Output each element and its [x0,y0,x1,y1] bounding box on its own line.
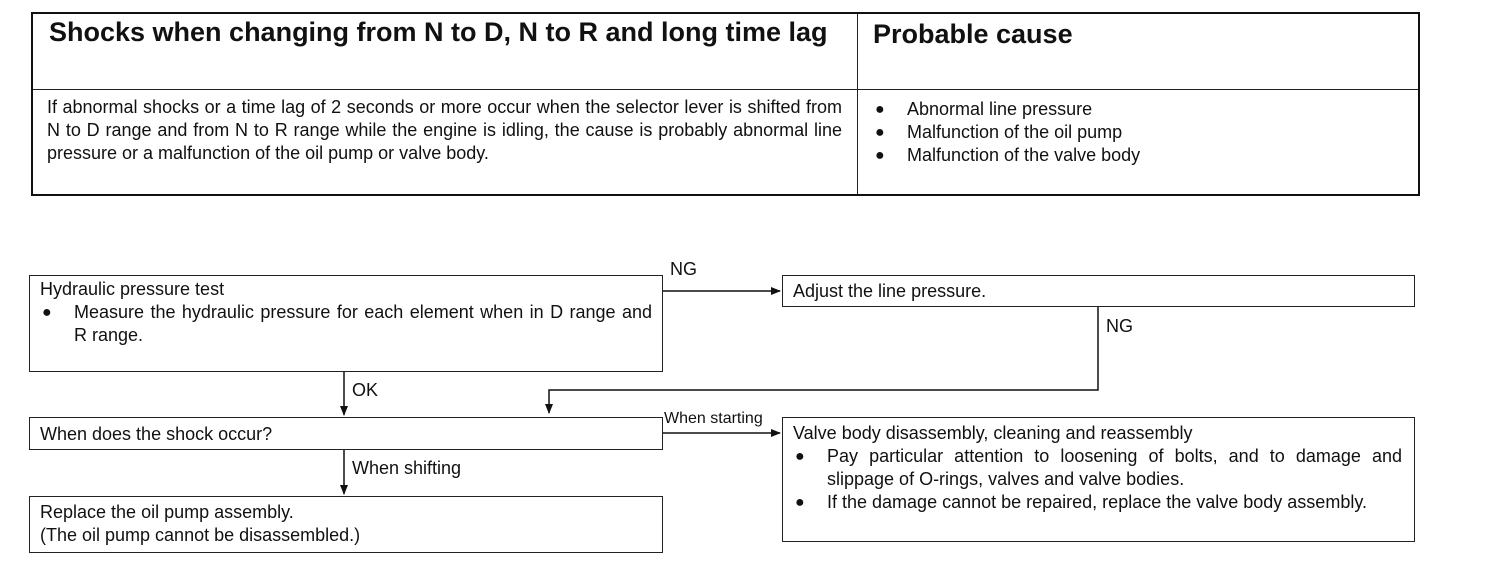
valve-body-bullets [793,445,1402,514]
list-item [793,491,1402,514]
cause-text: Malfunction of the oil pump [907,122,1123,142]
bullet-icon: ● [795,494,805,511]
bullet-icon: ● [875,101,885,118]
when-starting-label: When starting [664,410,763,427]
valve-body-step: If the damage cannot be repaired, replace the valve body assembly. [827,492,1367,512]
ng-label-top: NG [670,259,697,279]
valve-body-box [782,417,1415,542]
bullet-icon: ● [875,147,885,164]
when-shock-occur-box [29,417,663,450]
when-shock-title: When does the shock occur? [40,424,273,444]
bullet-icon: ● [875,124,885,141]
valve-body-step: Pay particular attention to loosening of bolts, and to damage and slippage of O-rings, valves and valve bodies. [827,446,1402,489]
adjust-title: Adjust the line pressure. [793,281,987,301]
valve-body-title: Valve body disassembly, cleaning and reassembly [793,423,1193,443]
hydraulic-pressure-test-box [29,275,663,372]
ok-label: OK [352,380,379,400]
bullet-icon: ● [42,304,52,321]
hydraulic-test-bullets [40,301,652,347]
ng-label-right: NG [1106,316,1133,336]
symptom-heading: Shocks when changing from N to D, N to R and long time lag [49,17,828,47]
symptom-description: If abnormal shocks or a time lag of 2 seconds or more occur when the selector lever is shifted from N to D range and from N to R range while the engine is idling, the cause is probably abnormal line pressure or a malfunction of the oil pump or valve body. [47,97,842,163]
hydraulic-test-title: Hydraulic pressure test [40,279,225,299]
hydraulic-test-step: Measure the hydraulic pressure for each element when in D range and R range. [74,302,652,345]
probable-cause-heading: Probable cause [873,19,1073,49]
adjust-line-pressure-box [782,275,1415,307]
replace-oil-pump-box [29,496,663,553]
cause-text: Malfunction of the valve body [907,145,1141,165]
list-item [40,301,652,347]
when-shifting-label: When shifting [352,458,462,478]
cause-text: Abnormal line pressure [907,99,1093,119]
replace-pump-line2: (The oil pump cannot be disassembled.) [40,525,361,545]
replace-pump-line1: Replace the oil pump assembly. [40,502,294,522]
bullet-icon: ● [795,448,805,465]
list-item [793,445,1402,491]
